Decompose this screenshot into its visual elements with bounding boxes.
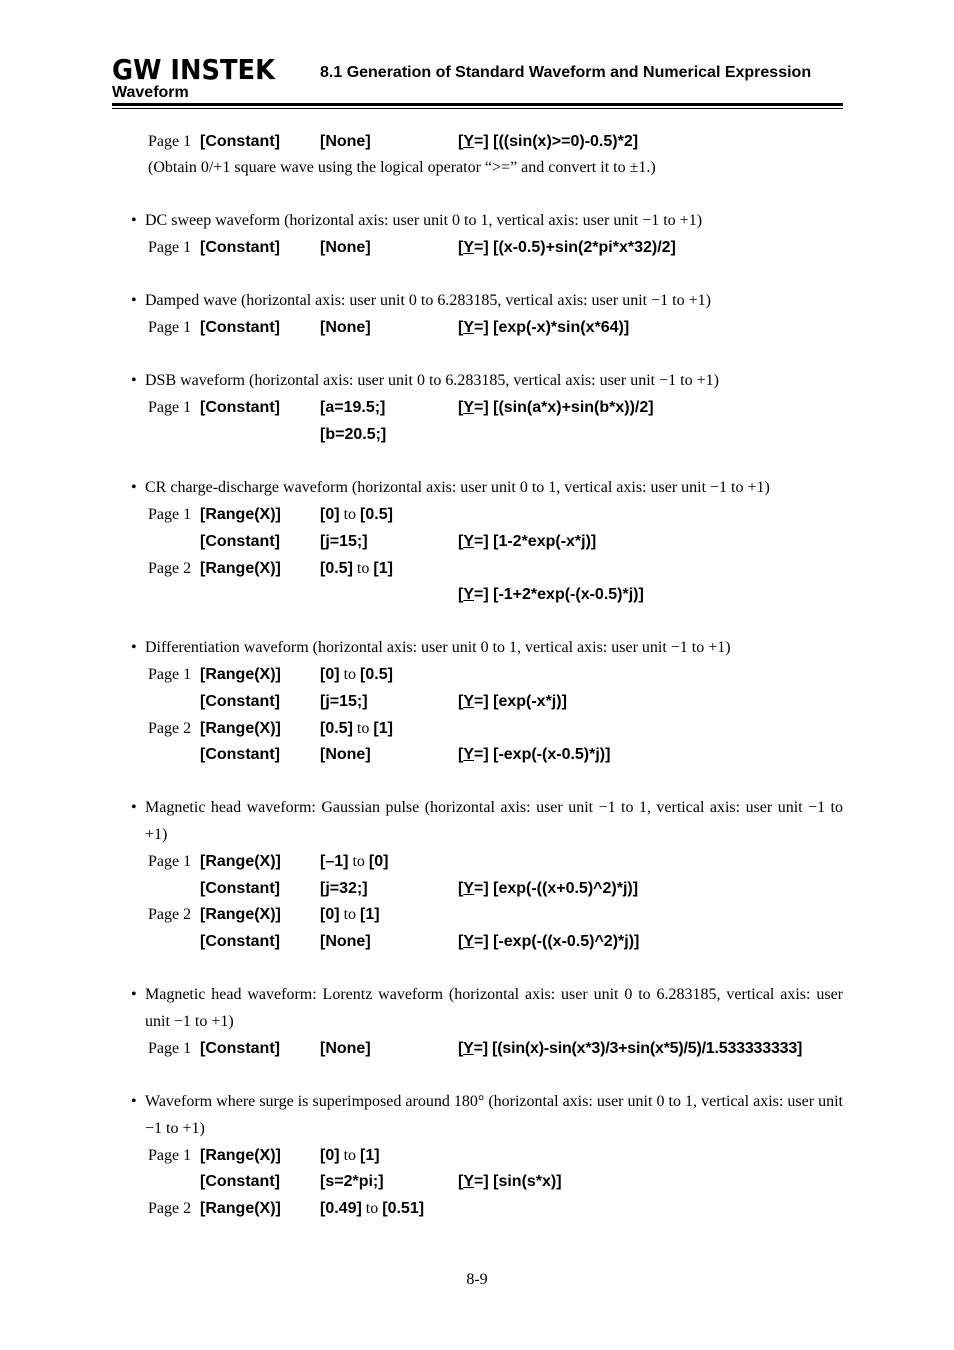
dc-sweep-desc: • DC sweep waveform (horizontal axis: user unit 0 to 1, vertical axis: user unit −1 to +1) — [131, 212, 703, 229]
constant-value: [None] — [320, 133, 371, 150]
header-title: 8.1 Generation of Standard Waveform and Numerical Expression — [320, 64, 812, 81]
y-expression: [Y=] [((sin(x)>=0)-0.5)*2] — [458, 133, 639, 150]
constant-label: [Constant] — [200, 533, 280, 550]
range-label: [Range(X)] — [200, 1147, 281, 1164]
square-note: (Obtain 0/+1 square wave using the logical operator “>=” and convert it to ±1.) — [148, 159, 656, 176]
page-label: Page 1 — [148, 319, 192, 336]
y-expression: [Y=] [exp(-((x+0.5)^2)*j)] — [458, 880, 639, 897]
damped-desc: • Damped wave (horizontal axis: user unit 0 to 6.283185, vertical axis: user unit −1 to +1) — [131, 292, 711, 309]
y-expression: [Y=] [-exp(-(x-0.5)*j)] — [458, 746, 611, 763]
y-expression: [Y=] [-exp(-((x-0.5)^2)*j)] — [458, 933, 640, 950]
header-rule-thin — [112, 108, 843, 109]
header-section: Waveform — [112, 84, 189, 101]
y-expression: [Y=] [(x-0.5)+sin(2*pi*x*32)/2] — [458, 239, 676, 256]
constant-label: [Constant] — [200, 319, 280, 336]
diff-desc: • Differentiation waveform (horizontal axis: user unit 0 to 1, vertical axis: user unit −1 to +1) — [131, 639, 731, 656]
range-label: [Range(X)] — [200, 906, 281, 923]
page-number: 8-9 — [466, 1271, 488, 1288]
constant-value: [j=32;] — [320, 880, 368, 897]
header-rule — [112, 103, 843, 106]
constant-value: [None] — [320, 319, 371, 336]
constant-label: [Constant] — [200, 693, 280, 710]
y-expression: [Y=] [sin(s*x)] — [458, 1173, 562, 1190]
y-expression: [Y=] [exp(-x)*sin(x*64)] — [458, 319, 630, 336]
range-label: [Range(X)] — [200, 506, 281, 523]
range-value: [0.49] to [0.51] — [320, 1200, 425, 1217]
constant-label: [Constant] — [200, 933, 280, 950]
constant-label: [Constant] — [200, 399, 280, 416]
page-label: Page 2 — [148, 1200, 192, 1217]
constant-label: [Constant] — [200, 133, 280, 150]
constant-value: [a=19.5;] — [320, 399, 386, 416]
y-expression: [Y=] [1-2*exp(-x*j)] — [458, 533, 597, 550]
range-value: [0] to [1] — [320, 1147, 380, 1164]
page-label: Page 1 — [148, 1040, 192, 1057]
constant-label: [Constant] — [200, 239, 280, 256]
y-expression: [Y=] [(sin(a*x)+sin(b*x))/2] — [458, 399, 654, 416]
range-value: [0.5] to [1] — [320, 720, 393, 737]
page-label: Page 2 — [148, 720, 192, 737]
constant-value: [None] — [320, 239, 371, 256]
range-label: [Range(X)] — [200, 560, 281, 577]
constant-value: [j=15;] — [320, 533, 368, 550]
gauss-desc: • Magnetic head waveform: Gaussian pulse (horizontal axis: user unit −1 to 1, vertical axis: user unit −1 to +1) — [131, 799, 843, 843]
range-label: [Range(X)] — [200, 853, 281, 870]
page-label: Page 2 — [148, 906, 192, 923]
y-expression: [Y=] [(sin(x)-sin(x*3)/3+sin(x*5)/5)/1.533333333] — [458, 1040, 803, 1057]
constant-value: [None] — [320, 1040, 371, 1057]
constant-label: [Constant] — [200, 1040, 280, 1057]
constant-value: [j=15;] — [320, 693, 368, 710]
constant-value: [None] — [320, 746, 371, 763]
constant-value: [b=20.5;] — [320, 426, 387, 443]
cr-desc: • CR charge-discharge waveform (horizontal axis: user unit 0 to 1, vertical axis: user unit −1 to +1) — [131, 479, 770, 496]
range-label: [Range(X)] — [200, 1200, 281, 1217]
page-label: Page 1 — [148, 1147, 192, 1164]
range-value: [0.5] to [1] — [320, 560, 393, 577]
y-expression: [Y=] [exp(-x*j)] — [458, 693, 567, 710]
range-label: [Range(X)] — [200, 720, 281, 737]
page-label: Page 1 — [148, 239, 192, 256]
page-label: Page 1 — [148, 133, 192, 150]
constant-label: [Constant] — [200, 1173, 280, 1190]
range-value: [0] to [0.5] — [320, 666, 393, 683]
surge-desc: • Waveform where surge is superimposed around 180° (horizontal axis: user unit 0 to 1, vertical axis: user unit −1 to +1) — [131, 1093, 843, 1137]
page-label: Page 1 — [148, 399, 192, 416]
range-value: [0] to [1] — [320, 906, 380, 923]
gw-instek-logo — [112, 54, 277, 82]
dsb-desc: • DSB waveform (horizontal axis: user unit 0 to 6.283185, vertical axis: user unit −1 to +1) — [131, 372, 719, 389]
page-label: Page 1 — [148, 666, 192, 683]
lorentz-desc: • Magnetic head waveform: Lorentz waveform (horizontal axis: user unit 0 to 6.283185, vertical axis: user unit −1 to +1) — [131, 986, 843, 1030]
range-value: [–1] to [0] — [320, 853, 389, 870]
range-label: [Range(X)] — [200, 666, 281, 683]
constant-label: [Constant] — [200, 880, 280, 897]
constant-value: [s=2*pi;] — [320, 1173, 384, 1190]
svg-text:GW INSTEK: GW INSTEK — [112, 54, 277, 82]
constant-value: [None] — [320, 933, 371, 950]
page-label: Page 1 — [148, 853, 192, 870]
page-label: Page 1 — [148, 506, 192, 523]
range-value: [0] to [0.5] — [320, 506, 393, 523]
y-expression: [Y=] [-1+2*exp(-(x-0.5)*j)] — [458, 586, 644, 603]
constant-label: [Constant] — [200, 746, 280, 763]
page-label: Page 2 — [148, 560, 192, 577]
